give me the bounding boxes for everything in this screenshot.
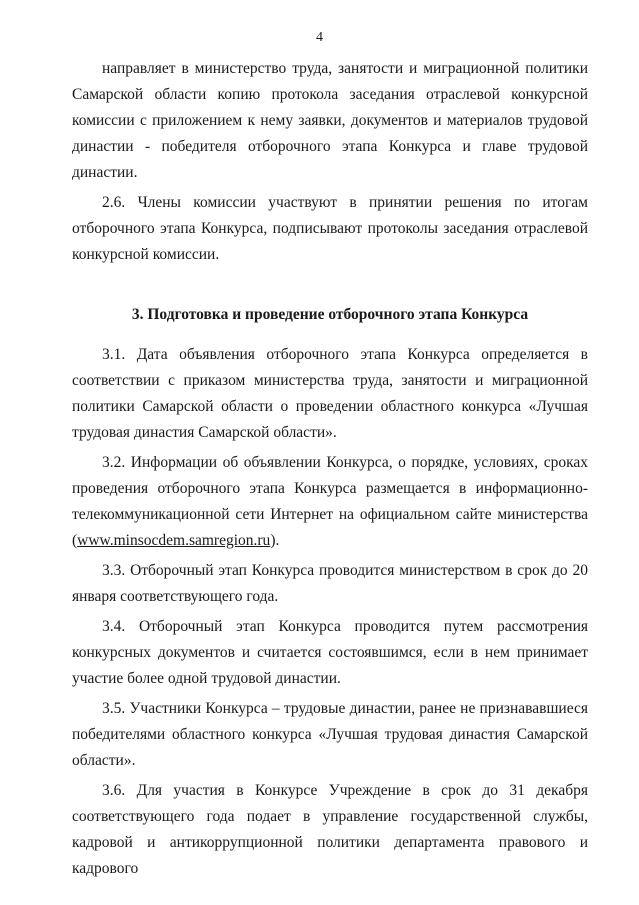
section-heading: 3. Подготовка и проведение отборочного этапа Конкурса [131, 306, 529, 323]
paragraph-continuation: направляет в министерство труда, занятости и миграционной политики Самарской области копию протокола заседания отраслевой конкурсной комиссии с приложением к нему заявки, документов и материалов трудовой династии - победителя отборочного этапа Конкурса и главе трудовой династии. [72, 60, 588, 181]
document-body [72, 56, 588, 882]
paragraph-2-6: 2.6. Члены комиссии участвуют в принятии решения по итогам отборочного этапа Конкурса, подписывают протоколы заседания отраслевой конкурсной комиссии. [72, 194, 588, 263]
paragraph-3-2-end: ). [270, 532, 280, 549]
paragraph-3-5: 3.5. Участники Конкурса – трудовые династии, ранее не признававшиеся победителями областного конкурса «Лучшая трудовая династия Самарской области». [72, 700, 588, 769]
page-number: 4 [316, 30, 323, 45]
paragraph-3-1: 3.1. Дата объявления отборочного этапа Конкурса определяется в соответствии с приказом министерства труда, занятости и миграционной политики Самарской области о проведении областного конкурса «Лучшая трудовая династия Самарской области». [72, 346, 588, 441]
paragraph-3-2-text: 3.2. Информации об объявлении Конкурса, о порядке, условиях, сроках проведения отборочного этапа Конкурса размещается в информационно-телекоммуникационной сети Интернет на официальном сайте министерства ( [72, 454, 588, 549]
paragraph-3-3: 3.3. Отборочный этап Конкурса проводится министерством в срок до 20 января соответствующего года. [72, 562, 588, 605]
paragraph-3-2 [72, 450, 588, 554]
paragraph-3-4: 3.4. Отборочный этап Конкурса проводится путем рассмотрения конкурсных документов и считается состоявшимся, если в нем принимает участие более одной трудовой династии. [72, 618, 588, 687]
paragraph-3-6: 3.6. Для участия в Конкурсе Учреждение в срок до 31 декабря соответствующего года подает в управление государственной службы, кадровой и антикоррупционной политики департамента правового и кадрового [72, 782, 588, 877]
ministry-website-link[interactable]: www.minsocdem.samregion.ru [77, 532, 271, 549]
